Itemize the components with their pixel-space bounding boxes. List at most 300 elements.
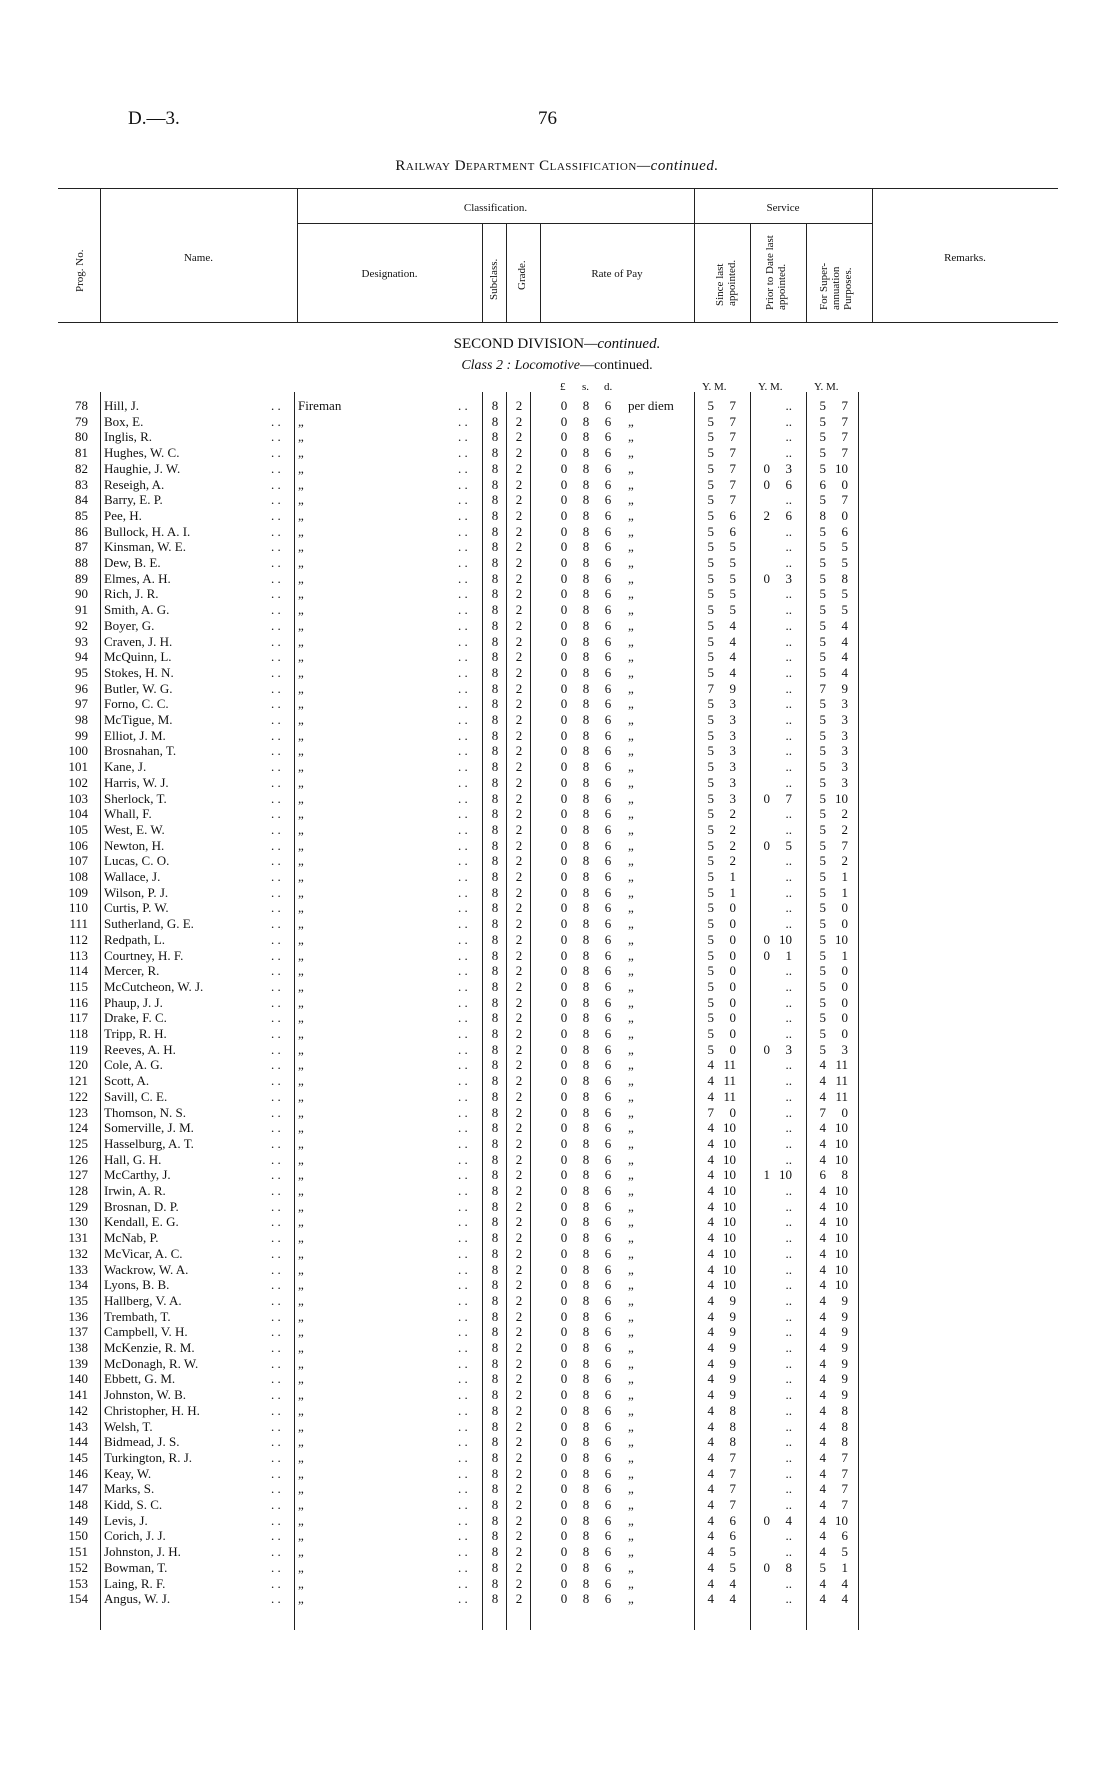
super-months: 8 <box>841 1402 848 1418</box>
pay-pence: 6 <box>604 1167 612 1183</box>
prior-months: .. <box>785 1355 792 1371</box>
since-months: 5 <box>729 1559 736 1575</box>
prior-months: .. <box>785 1230 792 1246</box>
pay-pence: 6 <box>604 633 612 649</box>
leader-dots: . . <box>458 617 468 633</box>
grade: 2 <box>515 476 523 492</box>
leader-dots: . . <box>458 1559 468 1575</box>
subclass: 8 <box>491 492 499 508</box>
pay-shillings: 8 <box>582 445 590 461</box>
super-years: 4 <box>819 1355 826 1371</box>
super-months: 10 <box>835 460 848 476</box>
prior-months: 10 <box>779 931 792 947</box>
designation: „ <box>298 1010 304 1026</box>
prior-months: 4 <box>785 1512 792 1528</box>
leader-dots: . . <box>271 1324 281 1340</box>
prior-months: 6 <box>785 507 792 523</box>
designation: „ <box>298 821 304 837</box>
since-months: 9 <box>729 1387 736 1403</box>
pay-pence: 6 <box>604 1041 612 1057</box>
employee-name: Butler, W. G. <box>104 680 173 696</box>
pay-shillings: 8 <box>582 1559 590 1575</box>
prior-months: .. <box>785 1449 792 1465</box>
leader-dots: . . <box>271 978 281 994</box>
super-months: 7 <box>841 492 848 508</box>
pay-shillings: 8 <box>582 1135 590 1151</box>
pay-shillings: 8 <box>582 696 590 712</box>
pay-period: „ <box>628 664 634 680</box>
super-years: 4 <box>819 1230 826 1246</box>
pay-pounds: 0 <box>560 1528 568 1544</box>
since-months: 1 <box>729 884 736 900</box>
designation: „ <box>298 602 304 618</box>
designation: „ <box>298 963 304 979</box>
super-years: 5 <box>819 413 826 429</box>
pay-pounds: 0 <box>560 1088 568 1104</box>
pay-pounds: 0 <box>560 1449 568 1465</box>
table-row <box>0 555 1114 571</box>
subclass: 8 <box>491 1371 499 1387</box>
pay-pence: 6 <box>604 1135 612 1151</box>
leader-dots: . . <box>458 1340 468 1355</box>
employee-name: Wackrow, W. A. <box>104 1261 189 1277</box>
since-months: 9 <box>729 1371 736 1387</box>
pay-pence: 6 <box>604 994 612 1010</box>
prog-number: 135 <box>68 1292 88 1308</box>
employee-name: Barry, E. P. <box>104 492 163 508</box>
leader-dots: . . <box>271 994 281 1010</box>
pay-shillings: 8 <box>582 413 590 429</box>
table-row <box>0 414 1114 430</box>
since-years: 4 <box>707 1135 714 1151</box>
pay-period: „ <box>628 963 634 979</box>
grade: 2 <box>515 1214 523 1230</box>
pay-pence: 6 <box>604 1057 612 1073</box>
prog-number: 95 <box>75 664 88 680</box>
prior-years: 0 <box>763 476 770 492</box>
pay-shillings: 8 <box>582 1591 590 1607</box>
prior-months: .. <box>785 1387 792 1403</box>
table-row <box>0 524 1114 540</box>
subclass: 8 <box>491 759 499 775</box>
table-row <box>0 916 1114 932</box>
super-months: 9 <box>841 680 848 696</box>
leader-dots: . . <box>458 837 468 853</box>
employee-name: West, E. W. <box>104 821 165 837</box>
grade: 2 <box>515 492 523 508</box>
leader-dots: . . <box>271 869 281 884</box>
pay-period: „ <box>628 900 634 916</box>
table-row <box>0 508 1114 524</box>
col-header-remarks: Remarks. <box>944 252 986 264</box>
pay-shillings: 8 <box>582 1387 590 1403</box>
prog-number: 153 <box>68 1575 88 1591</box>
prior-months: .. <box>785 900 792 916</box>
table-row <box>0 900 1114 916</box>
prog-number: 132 <box>68 1245 88 1261</box>
grade: 2 <box>515 900 523 916</box>
employee-name: Pee, H. <box>104 507 142 523</box>
leader-dots: . . <box>271 1041 281 1057</box>
pay-shillings: 8 <box>582 1434 590 1450</box>
subclass: 8 <box>491 1104 499 1120</box>
pay-pounds: 0 <box>560 1010 568 1026</box>
pay-shillings: 8 <box>582 539 590 555</box>
pay-pounds: 0 <box>560 1340 568 1355</box>
pay-shillings: 8 <box>582 460 590 476</box>
subclass: 8 <box>491 884 499 900</box>
leader-dots: . . <box>458 947 468 963</box>
designation: „ <box>298 1120 304 1136</box>
super-months: 7 <box>841 413 848 429</box>
super-years: 5 <box>819 869 826 884</box>
pay-period: „ <box>628 1026 634 1041</box>
pay-pounds: 0 <box>560 1497 568 1512</box>
leader-dots: . . <box>271 523 281 539</box>
since-months: 7 <box>729 476 736 492</box>
pay-shillings: 8 <box>582 1340 590 1355</box>
pay-shillings: 8 <box>582 963 590 979</box>
designation: „ <box>298 1135 304 1151</box>
grade: 2 <box>515 398 523 413</box>
employee-name: Haughie, J. W. <box>104 460 181 476</box>
grade: 2 <box>515 774 523 790</box>
leader-dots: . . <box>271 633 281 649</box>
pay-pounds: 0 <box>560 1245 568 1261</box>
super-months: 10 <box>835 1135 848 1151</box>
employee-name: McNab, P. <box>104 1230 159 1246</box>
employee-name: Johnston, J. H. <box>104 1544 181 1560</box>
designation: „ <box>298 507 304 523</box>
pay-pence: 6 <box>604 445 612 461</box>
since-months: 2 <box>729 853 736 869</box>
header-rule-top <box>58 188 1058 189</box>
pay-period: „ <box>628 821 634 837</box>
since-months: 3 <box>729 696 736 712</box>
leader-dots: . . <box>458 1418 468 1434</box>
employee-name: Kinsman, W. E. <box>104 539 186 555</box>
super-years: 5 <box>819 633 826 649</box>
pay-shillings: 8 <box>582 994 590 1010</box>
pay-shillings: 8 <box>582 1497 590 1512</box>
leader-dots: . . <box>271 429 281 445</box>
super-months: 0 <box>841 994 848 1010</box>
subclass: 8 <box>491 1010 499 1026</box>
grade: 2 <box>515 617 523 633</box>
prog-number: 143 <box>68 1418 88 1434</box>
since-months: 0 <box>729 916 736 932</box>
pay-pounds: 0 <box>560 853 568 869</box>
designation: „ <box>298 696 304 712</box>
pay-pounds: 0 <box>560 837 568 853</box>
grade: 2 <box>515 1167 523 1183</box>
pay-pounds: 0 <box>560 900 568 916</box>
pay-pounds: 0 <box>560 994 568 1010</box>
pay-pounds: 0 <box>560 555 568 570</box>
table-row <box>0 1513 1114 1529</box>
pay-pence: 6 <box>604 1292 612 1308</box>
prog-number: 150 <box>68 1528 88 1544</box>
super-months: 7 <box>841 1465 848 1481</box>
pay-pounds: 0 <box>560 523 568 539</box>
pay-pence: 6 <box>604 1324 612 1340</box>
employee-name: Campbell, V. H. <box>104 1324 188 1340</box>
grade: 2 <box>515 931 523 947</box>
pay-period: „ <box>628 1324 634 1340</box>
pay-pounds: 0 <box>560 586 568 602</box>
prior-months: .. <box>785 1402 792 1418</box>
super-months: 3 <box>841 759 848 775</box>
subclass: 8 <box>491 774 499 790</box>
super-years: 5 <box>819 570 826 586</box>
table-row <box>0 445 1114 461</box>
super-years: 7 <box>819 1104 826 1120</box>
prior-months: .. <box>785 1214 792 1230</box>
pay-shillings: 8 <box>582 1575 590 1591</box>
leader-dots: . . <box>458 1387 468 1403</box>
leader-dots: . . <box>271 1073 281 1089</box>
super-months: 3 <box>841 1041 848 1057</box>
since-years: 5 <box>707 476 714 492</box>
super-months: 3 <box>841 727 848 743</box>
designation: „ <box>298 1292 304 1308</box>
pay-pounds: 0 <box>560 617 568 633</box>
since-months: 3 <box>729 712 736 727</box>
leader-dots: . . <box>271 1308 281 1324</box>
pay-period: „ <box>628 931 634 947</box>
pay-period: „ <box>628 1559 634 1575</box>
prog-number: 147 <box>68 1481 88 1497</box>
pay-pence: 6 <box>604 1151 612 1167</box>
super-years: 4 <box>819 1135 826 1151</box>
subclass: 8 <box>491 696 499 712</box>
super-months: 10 <box>835 1120 848 1136</box>
subclass: 8 <box>491 633 499 649</box>
pay-pence: 6 <box>604 429 612 445</box>
prog-number: 129 <box>68 1198 88 1214</box>
leader-dots: . . <box>271 1575 281 1591</box>
since-months: 7 <box>729 492 736 508</box>
pay-shillings: 8 <box>582 398 590 413</box>
super-months: 1 <box>841 947 848 963</box>
employee-name: Trembath, T. <box>104 1308 171 1324</box>
prior-months: .. <box>785 429 792 445</box>
leader-dots: . . <box>458 1277 468 1293</box>
super-years: 4 <box>819 1198 826 1214</box>
super-years: 4 <box>819 1418 826 1434</box>
grade: 2 <box>515 759 523 775</box>
employee-name: Laing, R. F. <box>104 1575 166 1591</box>
super-months: 0 <box>841 900 848 916</box>
title-continued: —continued. <box>636 158 719 174</box>
leader-dots: . . <box>458 398 468 413</box>
grade: 2 <box>515 727 523 743</box>
super-years: 4 <box>819 1591 826 1607</box>
employee-name: Brosnan, D. P. <box>104 1198 179 1214</box>
pay-pounds: 0 <box>560 1387 568 1403</box>
employee-name: Lyons, B. B. <box>104 1277 170 1293</box>
prog-number: 149 <box>68 1512 88 1528</box>
pay-period: „ <box>628 539 634 555</box>
designation: „ <box>298 586 304 602</box>
table-row <box>0 948 1114 964</box>
pay-period: „ <box>628 774 634 790</box>
pay-period: „ <box>628 1528 634 1544</box>
employee-name: McDonagh, R. W. <box>104 1355 199 1371</box>
leader-dots: . . <box>458 1041 468 1057</box>
employee-name: Sherlock, T. <box>104 790 167 806</box>
super-months: 3 <box>841 743 848 759</box>
designation: „ <box>298 1308 304 1324</box>
since-years: 5 <box>707 633 714 649</box>
leader-dots: . . <box>271 1230 281 1246</box>
prog-number: 145 <box>68 1449 88 1465</box>
pay-period: „ <box>628 1575 634 1591</box>
super-months: 1 <box>841 1559 848 1575</box>
since-months: 1 <box>729 869 736 884</box>
super-years: 5 <box>819 649 826 665</box>
pay-pence: 6 <box>604 413 612 429</box>
table-row <box>0 759 1114 775</box>
pay-pounds: 0 <box>560 664 568 680</box>
super-years: 5 <box>819 884 826 900</box>
subclass: 8 <box>491 1135 499 1151</box>
super-months: 3 <box>841 696 848 712</box>
subclass: 8 <box>491 1277 499 1293</box>
employee-name: Irwin, A. R. <box>104 1183 166 1198</box>
leader-dots: . . <box>271 806 281 822</box>
super-years: 4 <box>819 1183 826 1198</box>
prior-months: .. <box>785 884 792 900</box>
pay-pence: 6 <box>604 1434 612 1450</box>
grade: 2 <box>515 1449 523 1465</box>
super-months: 0 <box>841 507 848 523</box>
pay-pence: 6 <box>604 1449 612 1465</box>
pay-period: „ <box>628 712 634 727</box>
designation: „ <box>298 712 304 727</box>
prior-months: 7 <box>785 790 792 806</box>
pay-period: „ <box>628 1449 634 1465</box>
pay-pence: 6 <box>604 1214 612 1230</box>
leader-dots: . . <box>458 1088 468 1104</box>
pay-period: „ <box>628 1481 634 1497</box>
employee-name: Phaup, J. J. <box>104 994 163 1010</box>
since-years: 4 <box>707 1214 714 1230</box>
pay-shillings: 8 <box>582 1230 590 1246</box>
employee-name: Christopher, H. H. <box>104 1402 200 1418</box>
unit-pounds: £ <box>560 381 566 393</box>
designation: „ <box>298 884 304 900</box>
pay-pence: 6 <box>604 1528 612 1544</box>
pay-pounds: 0 <box>560 507 568 523</box>
pay-period: „ <box>628 1465 634 1481</box>
table-row <box>0 1073 1114 1089</box>
leader-dots: . . <box>271 1497 281 1512</box>
table-row <box>0 681 1114 697</box>
prog-number: 152 <box>68 1559 88 1575</box>
designation: „ <box>298 853 304 869</box>
pay-shillings: 8 <box>582 947 590 963</box>
prog-number: 126 <box>68 1151 88 1167</box>
prior-months: .. <box>785 1073 792 1089</box>
super-years: 4 <box>819 1465 826 1481</box>
pay-pence: 6 <box>604 884 612 900</box>
super-months: 5 <box>841 602 848 618</box>
super-months: 10 <box>835 1230 848 1246</box>
since-years: 5 <box>707 445 714 461</box>
designation: „ <box>298 523 304 539</box>
grade: 2 <box>515 413 523 429</box>
super-months: 9 <box>841 1292 848 1308</box>
prog-number: 151 <box>68 1544 88 1560</box>
pay-period: „ <box>628 1308 634 1324</box>
leader-dots: . . <box>458 916 468 932</box>
prog-number: 142 <box>68 1402 88 1418</box>
prior-months: .. <box>785 712 792 727</box>
leader-dots: . . <box>458 1324 468 1340</box>
since-years: 5 <box>707 947 714 963</box>
prior-months: .. <box>785 853 792 869</box>
table-row <box>0 1057 1114 1073</box>
grade: 2 <box>515 1544 523 1560</box>
leader-dots: . . <box>271 1167 281 1183</box>
pay-pounds: 0 <box>560 1057 568 1073</box>
super-years: 5 <box>819 994 826 1010</box>
col-header-name: Name. <box>183 252 213 264</box>
designation: „ <box>298 978 304 994</box>
table-row <box>0 1199 1114 1215</box>
grade: 2 <box>515 1277 523 1293</box>
table-row <box>0 492 1114 508</box>
prog-number: 120 <box>68 1057 88 1073</box>
pay-pence: 6 <box>604 978 612 994</box>
since-months: 9 <box>729 1340 736 1355</box>
employee-name: Dew, B. E. <box>104 555 161 570</box>
designation: „ <box>298 916 304 932</box>
table-row <box>0 1560 1114 1576</box>
prog-number: 105 <box>68 821 88 837</box>
pay-pence: 6 <box>604 1371 612 1387</box>
pay-pounds: 0 <box>560 1277 568 1293</box>
pay-period: „ <box>628 1135 634 1151</box>
prog-number: 108 <box>68 869 88 884</box>
employee-name: Lucas, C. O. <box>104 853 170 869</box>
pay-pence: 6 <box>604 1340 612 1355</box>
pay-pounds: 0 <box>560 413 568 429</box>
subclass: 8 <box>491 1167 499 1183</box>
pay-pounds: 0 <box>560 947 568 963</box>
leader-dots: . . <box>271 1010 281 1026</box>
leader-dots: . . <box>271 821 281 837</box>
pay-shillings: 8 <box>582 727 590 743</box>
pay-period: „ <box>628 1214 634 1230</box>
super-months: 5 <box>841 586 848 602</box>
since-years: 5 <box>707 413 714 429</box>
super-months: 4 <box>841 1591 848 1607</box>
subclass: 8 <box>491 1575 499 1591</box>
grade: 2 <box>515 1308 523 1324</box>
pay-shillings: 8 <box>582 586 590 602</box>
designation: „ <box>298 727 304 743</box>
since-months: 2 <box>729 806 736 822</box>
since-months: 4 <box>729 1591 736 1607</box>
prior-months: .. <box>785 1057 792 1073</box>
table-row <box>0 696 1114 712</box>
subclass: 8 <box>491 1402 499 1418</box>
prog-number: 111 <box>69 916 88 932</box>
table-row <box>0 649 1114 665</box>
since-years: 5 <box>707 759 714 775</box>
